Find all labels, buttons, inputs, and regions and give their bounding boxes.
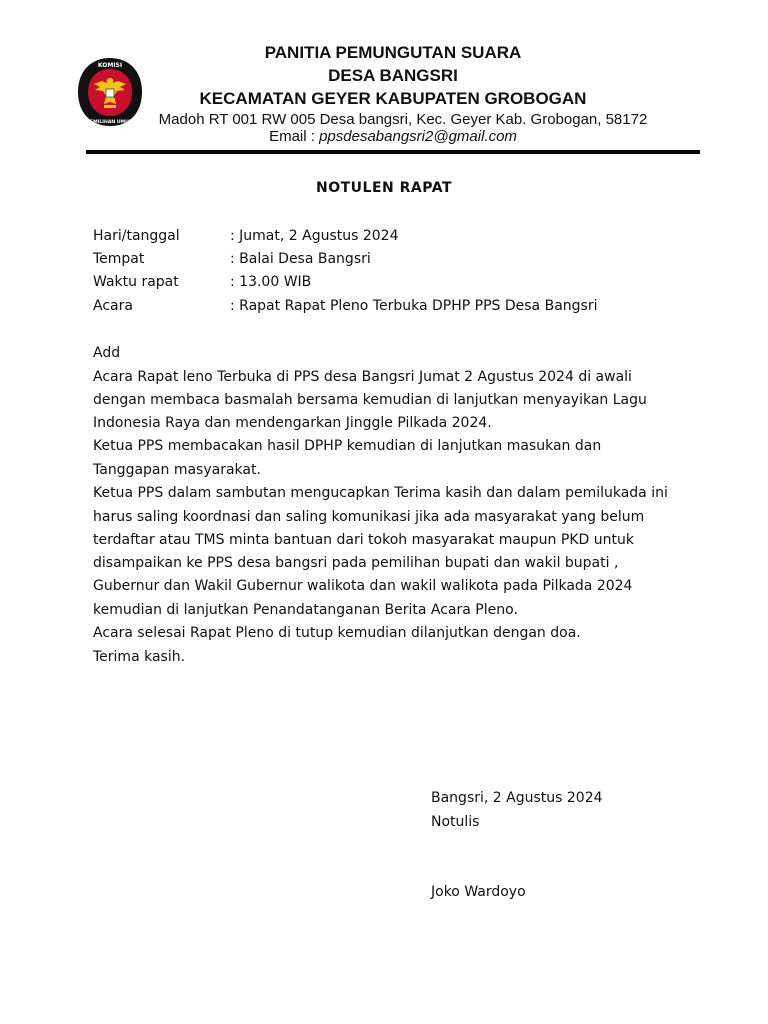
meta-value: : Jumat, 2 Agustus 2024	[230, 228, 399, 244]
org-name-line1: PANITIA PEMUNGUTAN SUARA	[264, 43, 522, 62]
body-line: terdaftar atau TMS minta bantuan dari tokoh masyarakat maupun PKD untuk	[93, 532, 634, 548]
meta-label: Acara	[93, 298, 133, 314]
org-name-line2: DESA BANGSRI	[328, 66, 458, 85]
svg-text:PEMILIHAN UMUM: PEMILIHAN UMUM	[86, 120, 134, 125]
body-line: Tanggapan masyarakat.	[93, 462, 261, 478]
signature-role: Notulis	[431, 814, 480, 830]
email-value: ppsdesabangsri2@gmail.com	[319, 128, 517, 145]
letterhead-divider	[86, 150, 700, 154]
body-line: Ketua PPS dalam sambutan mengucapkan Terima kasih dan dalam pemilukada ini	[93, 485, 668, 501]
org-name-line3: KECAMATAN GEYER KABUPATEN GROBOGAN	[199, 89, 587, 108]
signature-place-date: Bangsri, 2 Agustus 2024	[431, 790, 603, 806]
org-email	[86, 128, 700, 145]
signature-name: Joko Wardoyo	[431, 884, 526, 900]
body-line: Gubernur dan Wakil Gubernur walikota dan wakil walikota pada Pilkada 2024	[93, 578, 633, 594]
email-label: Email :	[269, 128, 320, 145]
meta-value: : 13.00 WIB	[230, 274, 312, 290]
svg-text:KOMISI: KOMISI	[97, 62, 123, 69]
body-line: Terima kasih.	[93, 649, 186, 665]
document-title: NOTULEN RAPAT	[316, 180, 452, 196]
body-line: Add	[93, 345, 121, 361]
meta-value: : Rapat Rapat Pleno Terbuka DPHP PPS Desa Bangsri	[230, 298, 598, 314]
body-line: disampaikan ke PPS desa bangsri pada pemilihan bupati dan wakil bupati ,	[93, 555, 619, 571]
body-line: harus saling koordnasi dan saling komunikasi jika ada masyarakat yang belum	[93, 509, 645, 525]
body-line: Indonesia Raya dan mendengarkan Jinggle Pilkada 2024.	[93, 415, 492, 431]
org-address: Madoh RT 001 RW 005 Desa bangsri, Kec. Geyer Kab. Grobogan, 58172	[158, 111, 648, 128]
meta-value: : Balai Desa Bangsri	[230, 251, 371, 267]
meta-label: Hari/tanggal	[93, 228, 180, 244]
body-line: dengan membaca basmalah bersama kemudian di lanjutkan menyayikan Lagu	[93, 392, 647, 408]
body-line: Ketua PPS membacakan hasil DPHP kemudian di lanjutkan masukan dan	[93, 438, 602, 454]
body-line: Acara Rapat leno Terbuka di PPS desa Bangsri Jumat 2 Agustus 2024 di awali	[93, 369, 632, 385]
meta-label: Waktu rapat	[93, 274, 179, 290]
body-line: kemudian di lanjutkan Penandatanganan Berita Acara Pleno.	[93, 602, 518, 618]
meta-label: Tempat	[93, 251, 145, 267]
body-line: Acara selesai Rapat Pleno di tutup kemudian dilanjutkan dengan doa.	[93, 625, 581, 641]
